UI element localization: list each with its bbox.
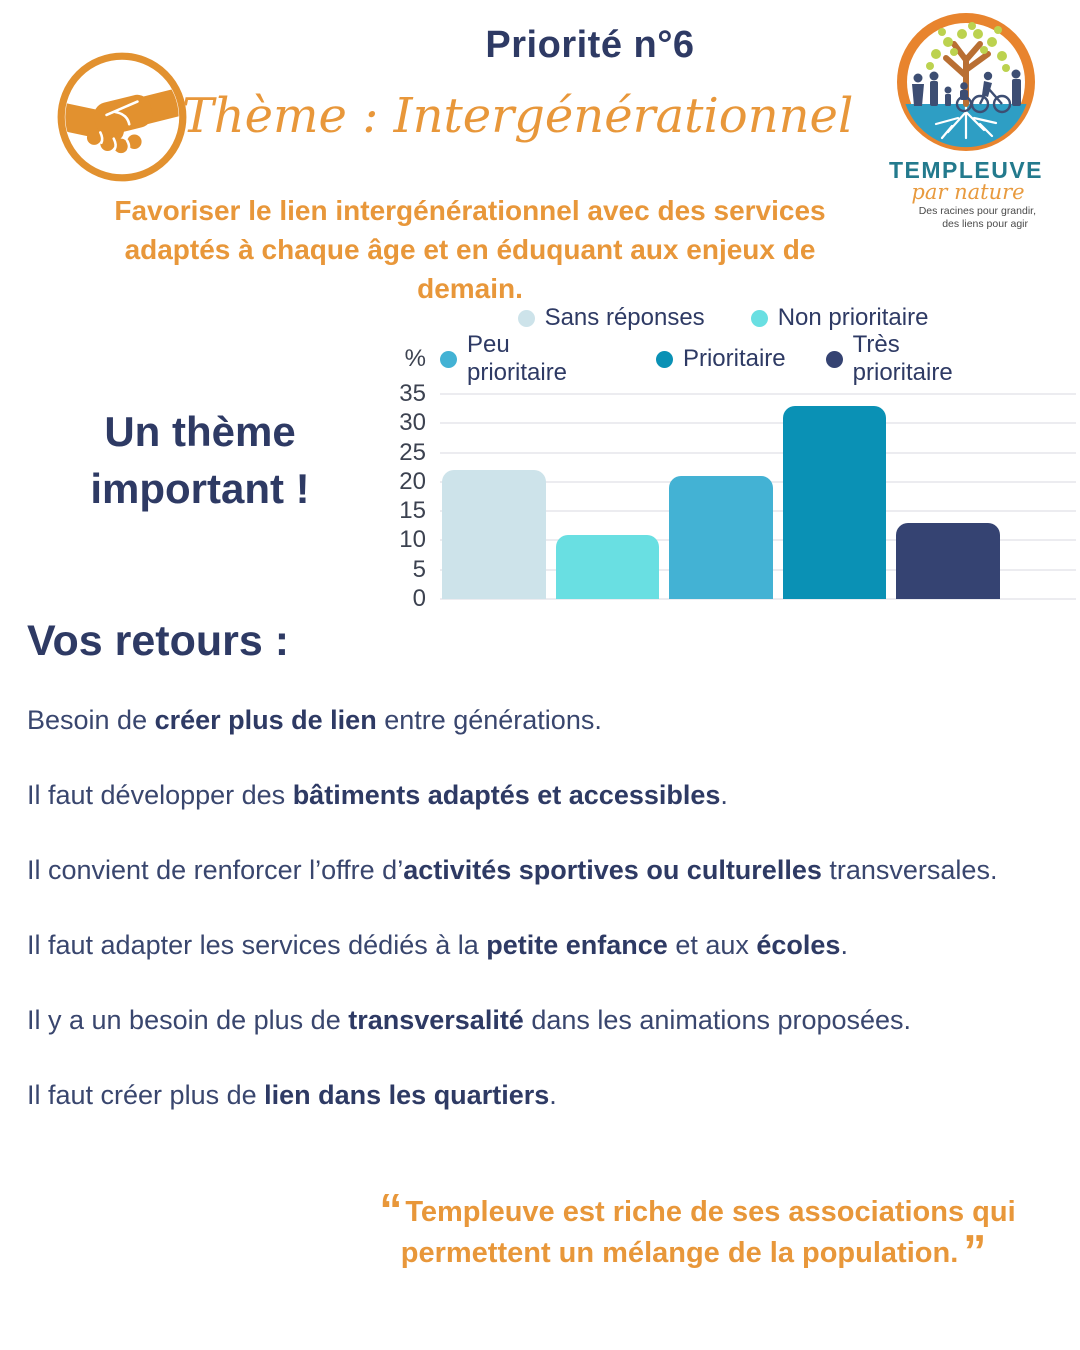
y-tick-label: 0: [412, 585, 426, 612]
legend-item: [751, 304, 929, 332]
quote-line: Templeuve est riche de ses associations qui: [405, 1196, 1016, 1228]
theme-title: Thème : Intergénérationnel: [181, 88, 854, 144]
y-tick-label: 20: [399, 467, 426, 495]
legend-item: [656, 345, 786, 373]
closing-quote: [325, 1184, 1065, 1277]
chart-bar: [896, 523, 1000, 599]
y-tick-label: 30: [399, 409, 426, 437]
y-tick-label: 10: [399, 526, 426, 554]
chart-bar: [442, 470, 546, 599]
logo-slogan-2: des liens pour agir: [942, 218, 1028, 230]
theme-importance-note: [30, 403, 370, 517]
legend-label: Très prioritaire: [852, 331, 953, 386]
theme-note-line: Un thème: [104, 408, 296, 455]
y-tick-label: 5: [412, 555, 426, 583]
legend-dot-icon: [826, 351, 843, 368]
feedback-item: Il convient de renforcer l’offre d’activités sportives ou culturelles transversales.: [27, 855, 998, 885]
subtitle-line: demain.: [417, 273, 523, 304]
legend-dot-icon: [518, 310, 535, 327]
feedback-item: Besoin de créer plus de lien entre générations.: [27, 705, 602, 735]
logo-name: TEMPLEUVE: [888, 157, 1044, 183]
feedback-list: [27, 700, 1053, 1150]
chart-bar: [783, 406, 887, 599]
y-axis-unit-label: %: [404, 345, 426, 372]
legend-label: Non prioritaire: [777, 304, 929, 331]
feedback-item: Il faut développer des bâtiments adaptés et accessibles.: [27, 780, 728, 810]
subtitle-line: Favoriser le lien intergénérationnel avec des services: [114, 195, 826, 226]
feedback-item: Il y a un besoin de plus de transversalité dans les animations proposées.: [27, 1005, 912, 1035]
legend-item: [518, 304, 705, 332]
plot-area: [440, 394, 1076, 599]
legend-item: [826, 331, 1006, 387]
feedback-heading: Vos retours :: [27, 617, 290, 665]
logo-slogan-1: Des racines pour grandir,: [918, 205, 1036, 217]
chart-bar: [669, 476, 773, 599]
chart-mid-row: [396, 331, 1076, 386]
quote-close-icon: ”: [963, 1225, 985, 1277]
bars-container: [442, 394, 1000, 599]
logo-script: par nature: [911, 180, 1025, 204]
legend-dot-icon: [656, 351, 673, 368]
chart-bar: [556, 535, 660, 599]
legend-dot-icon: [751, 310, 768, 327]
quote-open-icon: “: [379, 1184, 401, 1236]
y-tick-label: 25: [399, 438, 426, 466]
subtitle-line: adaptés à chaque âge et en éduquant aux enjeux de: [124, 234, 816, 265]
theme-note-line: important !: [90, 465, 310, 512]
y-axis: [396, 380, 440, 612]
quote-line: permettent un mélange de la population.: [400, 1237, 959, 1269]
legend-item: [440, 331, 616, 387]
priority-bar-chart: [396, 300, 1076, 612]
y-tick-label: 15: [399, 497, 426, 525]
legend-label: Sans réponses: [544, 304, 705, 331]
legend-label: Peu prioritaire: [467, 331, 568, 386]
chart-plot-row: [396, 380, 1076, 612]
priority-subtitle: [60, 191, 880, 308]
y-tick-label: 35: [399, 380, 426, 407]
templeuve-logo: [874, 6, 1058, 230]
page-title: Priorité n°6: [485, 24, 695, 66]
legend-label: Prioritaire: [682, 345, 786, 372]
feedback-item: Il faut adapter les services dédiés à la petite enfance et aux écoles.: [27, 930, 848, 960]
feedback-item: Il faut créer plus de lien dans les quartiers.: [27, 1080, 557, 1110]
chart-legend-row-2: [440, 331, 1006, 387]
legend-dot-icon: [440, 351, 457, 368]
